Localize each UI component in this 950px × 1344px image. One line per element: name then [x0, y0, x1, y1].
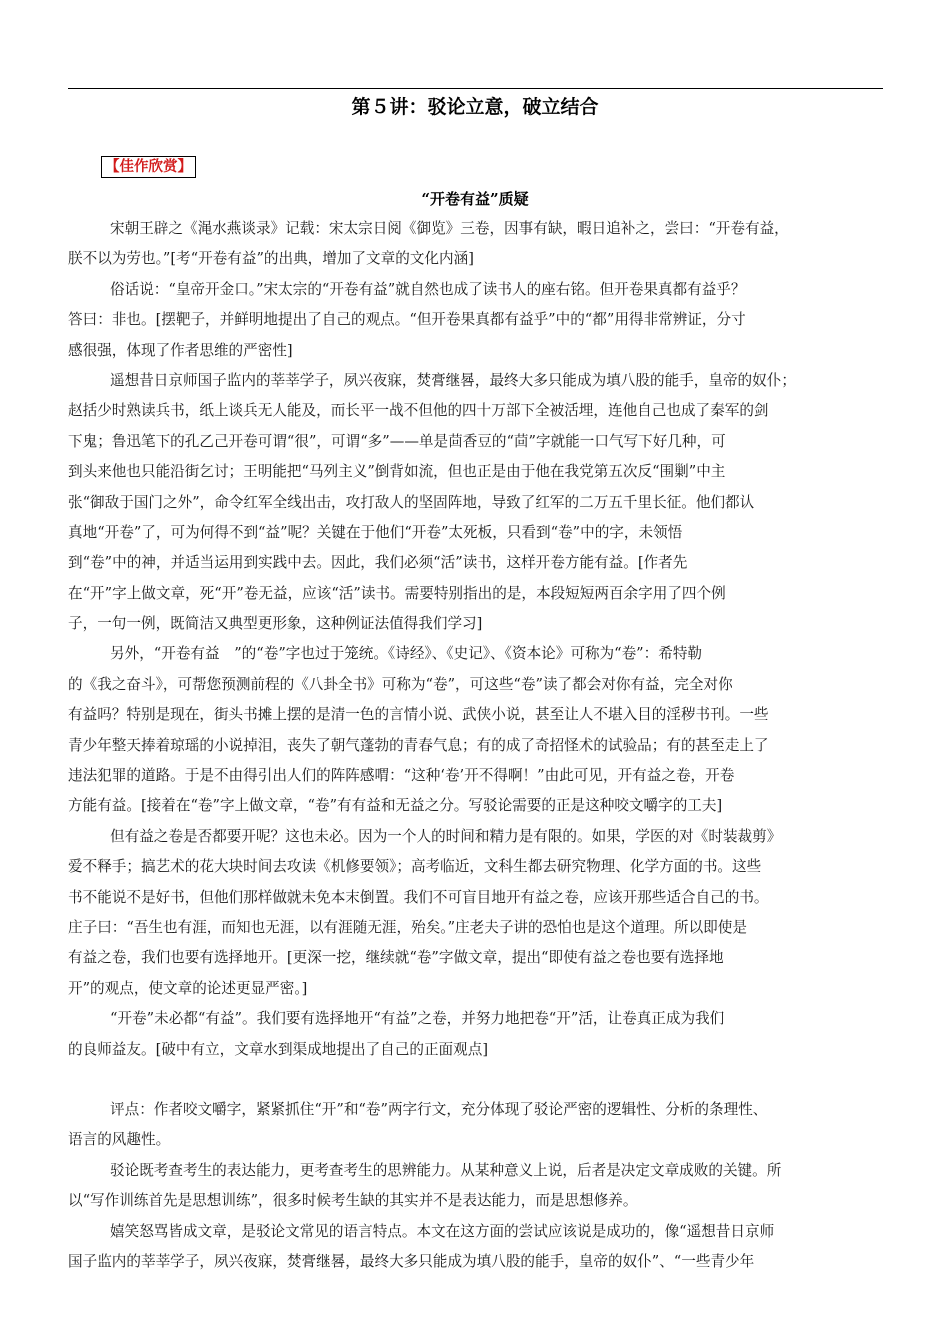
text-line: 到头来他也只能沿街乞讨；王明能把“马列主义”倒背如流，但也正是由于他在我党第五次反“围剿”中主 [68, 463, 726, 481]
text-line: 张“御敌于国门之外”，命令红军全线出击，攻打敌人的坚固阵地，导致了红军的二万五千里长征。他们都认 [68, 493, 755, 511]
text-line: 另外，“开卷有益 ”的“卷”字也过于笼统。《诗经》、《史记》、《资本论》可称为“卷”：希特勒 [110, 645, 703, 663]
text-line: 俗话说：“皇帝开金口。”宋太宗的“开卷有益”就自然也成了读书人的座右铭。但开卷果真都有益乎？ [110, 280, 746, 298]
text-line: 有益吗？特别是现在，街头书摊上摆的是清一色的言情小说、武侠小说，甚至让人不堪入目的淫秽书刊。一些 [68, 706, 769, 724]
header-rule [68, 88, 883, 89]
text-line: 遥想昔日京师国子监内的莘莘学子，夙兴夜寐，焚膏继晷，最终大多只能成为填八股的能手，皇帝的奴仆； [110, 371, 796, 389]
text-line: 青少年整天捧着琼瑶的小说掉泪，丧失了朝气蓬勃的青春气息；有的成了奇招怪术的试验品；有的甚至走上了 [68, 736, 769, 754]
commentary-paragraph [68, 1217, 890, 1278]
text-line: 的《我之奋斗》，可帮您预测前程的《八卦全书》可称为“卷”，可这些“卷”读了都会对你有益，完全对你 [68, 675, 733, 693]
text-line: 但有益之卷是否都要开呢？这也未必。因为一个人的时间和精力是有限的。如果，学医的对《时装裁剪》 [110, 827, 782, 845]
essay-paragraph [68, 1004, 890, 1065]
text-line: 开”的观点，使文章的论述更显严密。] [68, 979, 308, 997]
essay-paragraph [68, 822, 890, 1004]
text-line: 赵括少时熟读兵书，纸上谈兵无人能及，而长平一战不但他的四十万部下全被活埋，连他自己也成了秦军的剑 [68, 402, 769, 420]
text-line: 感很强，体现了作者思维的严密性] [68, 341, 293, 359]
text-line: 书不能说不是好书，但他们那样做就未免本末倒置。我们不可盲目地开有益之卷，应该开那些适合自己的书。 [68, 888, 769, 906]
lecture-title: 第５讲：驳论立意，破立结合 [351, 96, 599, 118]
text-line: 爱不释手；搞艺术的花大块时间去攻读《机修要领》；高考临近，文科生都去研究物理、化学方面的书。这些 [68, 858, 762, 876]
essay-title: “开卷有益”质疑 [421, 190, 529, 208]
text-line: 在“开”字上做文章，死“开”卷无益，应该“活”读书。需要特别指出的是，本段短短两百余字用了四个例 [68, 584, 726, 602]
text-line: 以“写作训练首先是思想训练”，很多时候考生缺的其实并不是表达能力，而是思想修养。 [68, 1192, 638, 1210]
essay-paragraph [68, 275, 890, 366]
text-line: 宋朝王辟之《渑水燕谈录》记载：宋太宗日阅《御览》三卷，因事有缺，暇日追补之，尝曰：“开卷有益， [110, 220, 789, 237]
text-line: 评点：作者咬文嚼字，紧紧抓住“开”和“卷”两字行文，充分体现了驳论严密的逻辑性、分析的条理性、 [110, 1100, 768, 1118]
text-line: 嬉笑怒骂皆成文章，是驳论文常见的语言特点。本文在这方面的尝试应该说是成功的，像“遥想昔日京师 [110, 1222, 775, 1240]
text-line: 国子监内的莘莘学子，夙兴夜寐，焚膏继晷，最终大多只能成为填八股的能手，皇帝的奴仆”、“一些青少年 [68, 1252, 755, 1270]
essay-paragraph [68, 366, 890, 640]
text-line: 答曰：非也。[摆靶子，并鲜明地提出了自己的观点。“但开卷果真都有益乎”中的“都”用得非常辨证，分寸 [68, 311, 746, 329]
section-tag: 【佳作欣赏】 [101, 156, 196, 178]
text-line: 子，一句一例，既简洁又典型更形象，这种例证法值得我们学习] [68, 615, 483, 633]
text-line: 真地“开卷”了，可为何得不到“益”呢？关键在于他们“开卷”太死板，只看到“卷”中的字，未领悟 [68, 523, 683, 541]
essay-paragraph [68, 214, 890, 275]
commentary-paragraph [68, 1156, 890, 1217]
text-line: 方能有益。[接着在“卷”字上做文章，“卷”有有益和无益之分。写驳论需要的正是这种咬文嚼字的工夫] [68, 797, 723, 815]
text-line: 有益之卷，我们也要有选择地开。[更深一挖，继续就“卷”字做文章，提出“即使有益之卷也要有选择地 [68, 949, 724, 967]
text-line: 的良师益友。[破中有立，文章水到渠成地提出了自己的正面观点] [68, 1040, 489, 1058]
text-line: 驳论既考查考生的表达能力，更考查考生的思辨能力。从某种意义上说，后者是决定文章成败的关键。所 [110, 1161, 782, 1179]
section-gap [68, 1065, 890, 1095]
essay-paragraph [68, 639, 890, 821]
text-line: 庄子曰：“吾生也有涯，而知也无涯，以有涯随无涯，殆矣。”庄老夫子讲的恐怕也是这个道理。所以即使是 [68, 918, 747, 936]
text-line: 违法犯罪的道路。于是不由得引出人们的阵阵感喟：“这种‘卷’开不得啊！”由此可见，开有益之卷，开卷 [68, 767, 735, 785]
document-body [68, 214, 890, 1277]
text-line: “开卷”未必都“有益”。我们要有选择地开“有益”之卷，并努力地把卷“开”活，让卷真正成为我们 [110, 1010, 725, 1028]
text-line: 朕不以为劳也。”[考“开卷有益”的出典，增加了文章的文化内涵] [68, 250, 474, 268]
text-line: 语言的风趣性。 [68, 1131, 171, 1149]
text-line: 到“卷”中的神，并适当运用到实践中去。因此，我们必须“活”读书，这样开卷方能有益。[作者先 [68, 554, 688, 572]
commentary-paragraph [68, 1095, 890, 1156]
text-line: 下鬼；鲁迅笔下的孔乙己开卷可谓“很”，可谓“多”——单是茴香豆的“茴”字就能一口气写下好几种，可 [68, 432, 726, 450]
